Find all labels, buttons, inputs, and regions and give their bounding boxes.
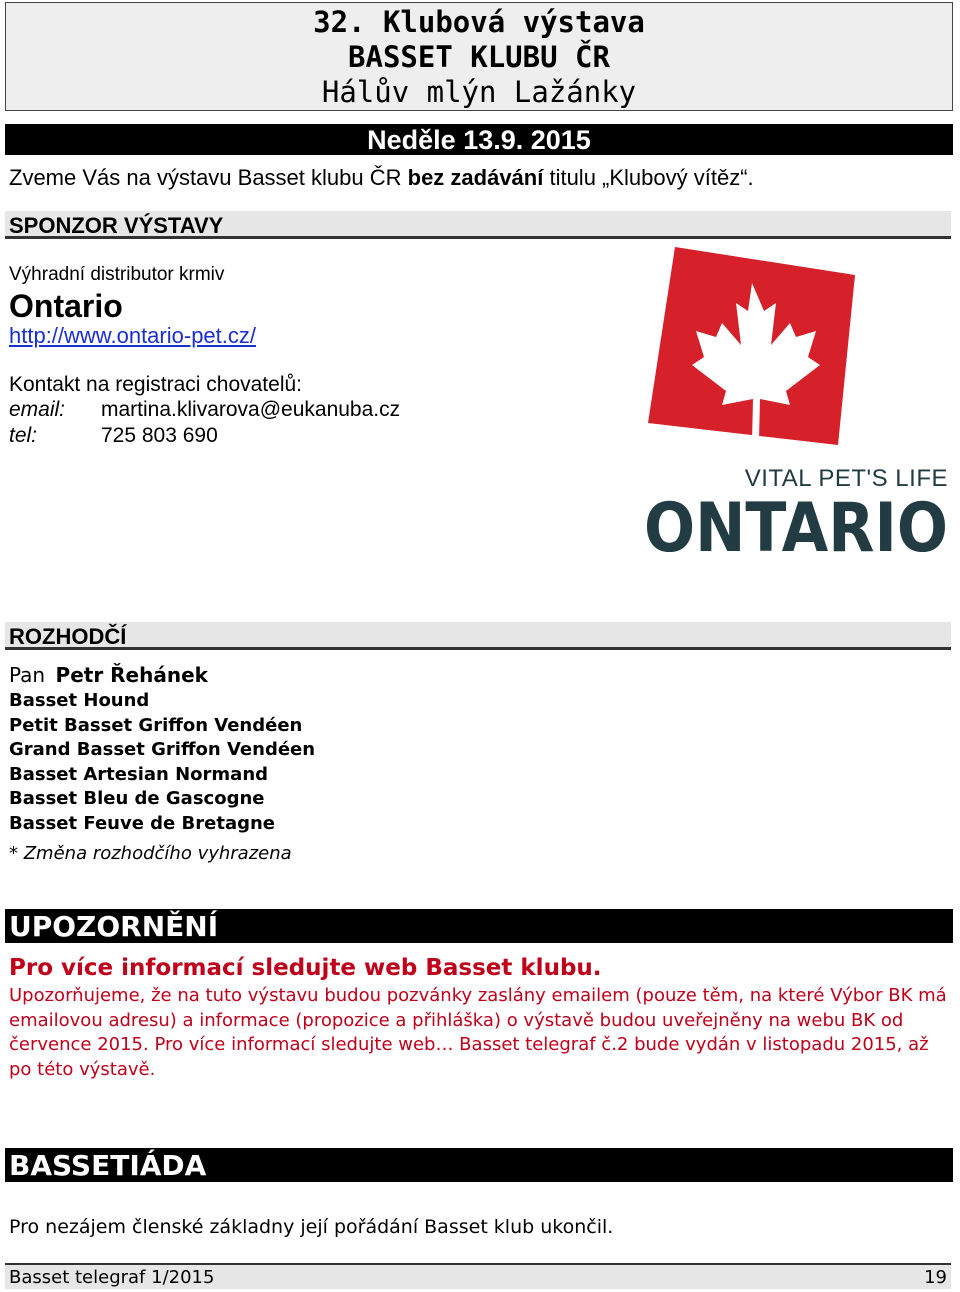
club-name: BASSET KLUBU ČR — [348, 40, 610, 74]
sponsor-heading: SPONZOR VÝSTAVY — [5, 211, 951, 239]
title-box — [5, 2, 953, 111]
breed-item: Grand Basset Griffon Vendéen — [9, 739, 316, 761]
invite-pre: Zveme Vás na výstavu Basset klubu ČR — [9, 165, 408, 190]
sponsor-link[interactable]: http://www.ontario-pet.cz/ — [9, 323, 256, 348]
notice-body: Upozorňujeme, že na tuto výstavu budou pozvánky zaslány emailem (pouze těm, na které Výbor BK má emailovou adresu) a informace (propozice a přihláška) o výstavě budou uveřejněny na webu BK od července 2015. Pro více informací sledujte web… Basset telegraf č.2 bude vydán v listopadu 2015, až po této výstavě. — [9, 985, 947, 1081]
show-title: 32. Klubová výstava — [313, 5, 645, 39]
ontario-logo — [640, 245, 952, 568]
show-date: Neděle 13.9. 2015 — [367, 125, 591, 155]
breed-item: Basset Hound — [9, 690, 150, 711]
publication-name: Basset telegraf 1/2015 — [9, 1267, 215, 1288]
notice-subheading: Pro více informací sledujte web Basset klubu. — [9, 955, 602, 981]
date-bar — [5, 124, 953, 155]
tel-label: tel: — [9, 424, 38, 447]
judge-title: Pan — [9, 663, 46, 687]
sponsor-brand: Ontario — [9, 288, 123, 324]
invite-bold: bez zadávání — [407, 165, 544, 190]
breed-item: Petit Basset Griffon Vendéen — [9, 714, 303, 736]
breed-item: Basset Artesian Normand — [9, 763, 269, 785]
contact-email[interactable]: martina.klivarova@eukanuba.cz — [101, 398, 401, 421]
distributor-label: Výhradní distributor krmiv — [9, 264, 225, 285]
venue: Hálův mlýn Lažánky — [321, 75, 637, 109]
page-footer — [5, 1263, 951, 1289]
contact-tel: 725 803 690 — [101, 424, 218, 447]
ontario-logo-graphic — [640, 245, 952, 568]
invite-post: titulu „Klubový vítěz“. — [543, 165, 754, 190]
bassetiada-heading: BASSETIÁDA — [5, 1148, 953, 1182]
judges-heading: ROZHODČÍ — [5, 622, 951, 650]
notice-heading: UPOZORNĚNÍ — [5, 909, 953, 943]
breed-item: Basset Bleu de Gascogne — [9, 788, 265, 810]
logo-tagline: VITAL PET'S LIFE — [744, 465, 948, 492]
breed-item: Basset Feuve de Bretagne — [9, 812, 275, 834]
logo-wordmark: ONTARIO — [644, 489, 948, 568]
bassetiada-text: Pro nezájem členské základny její pořádání Basset klub ukončil. — [9, 1216, 614, 1238]
judge-name: Petr Řehánek — [55, 663, 208, 687]
invitation-text — [9, 165, 754, 191]
page-number: 19 — [924, 1267, 947, 1288]
judge-note: * Změna rozhodčího vyhrazena — [9, 843, 292, 864]
judge-line — [9, 663, 208, 687]
contact-label: Kontakt na registraci chovatelů: — [9, 373, 302, 396]
breed-list — [9, 689, 315, 837]
email-label: email: — [9, 398, 66, 421]
